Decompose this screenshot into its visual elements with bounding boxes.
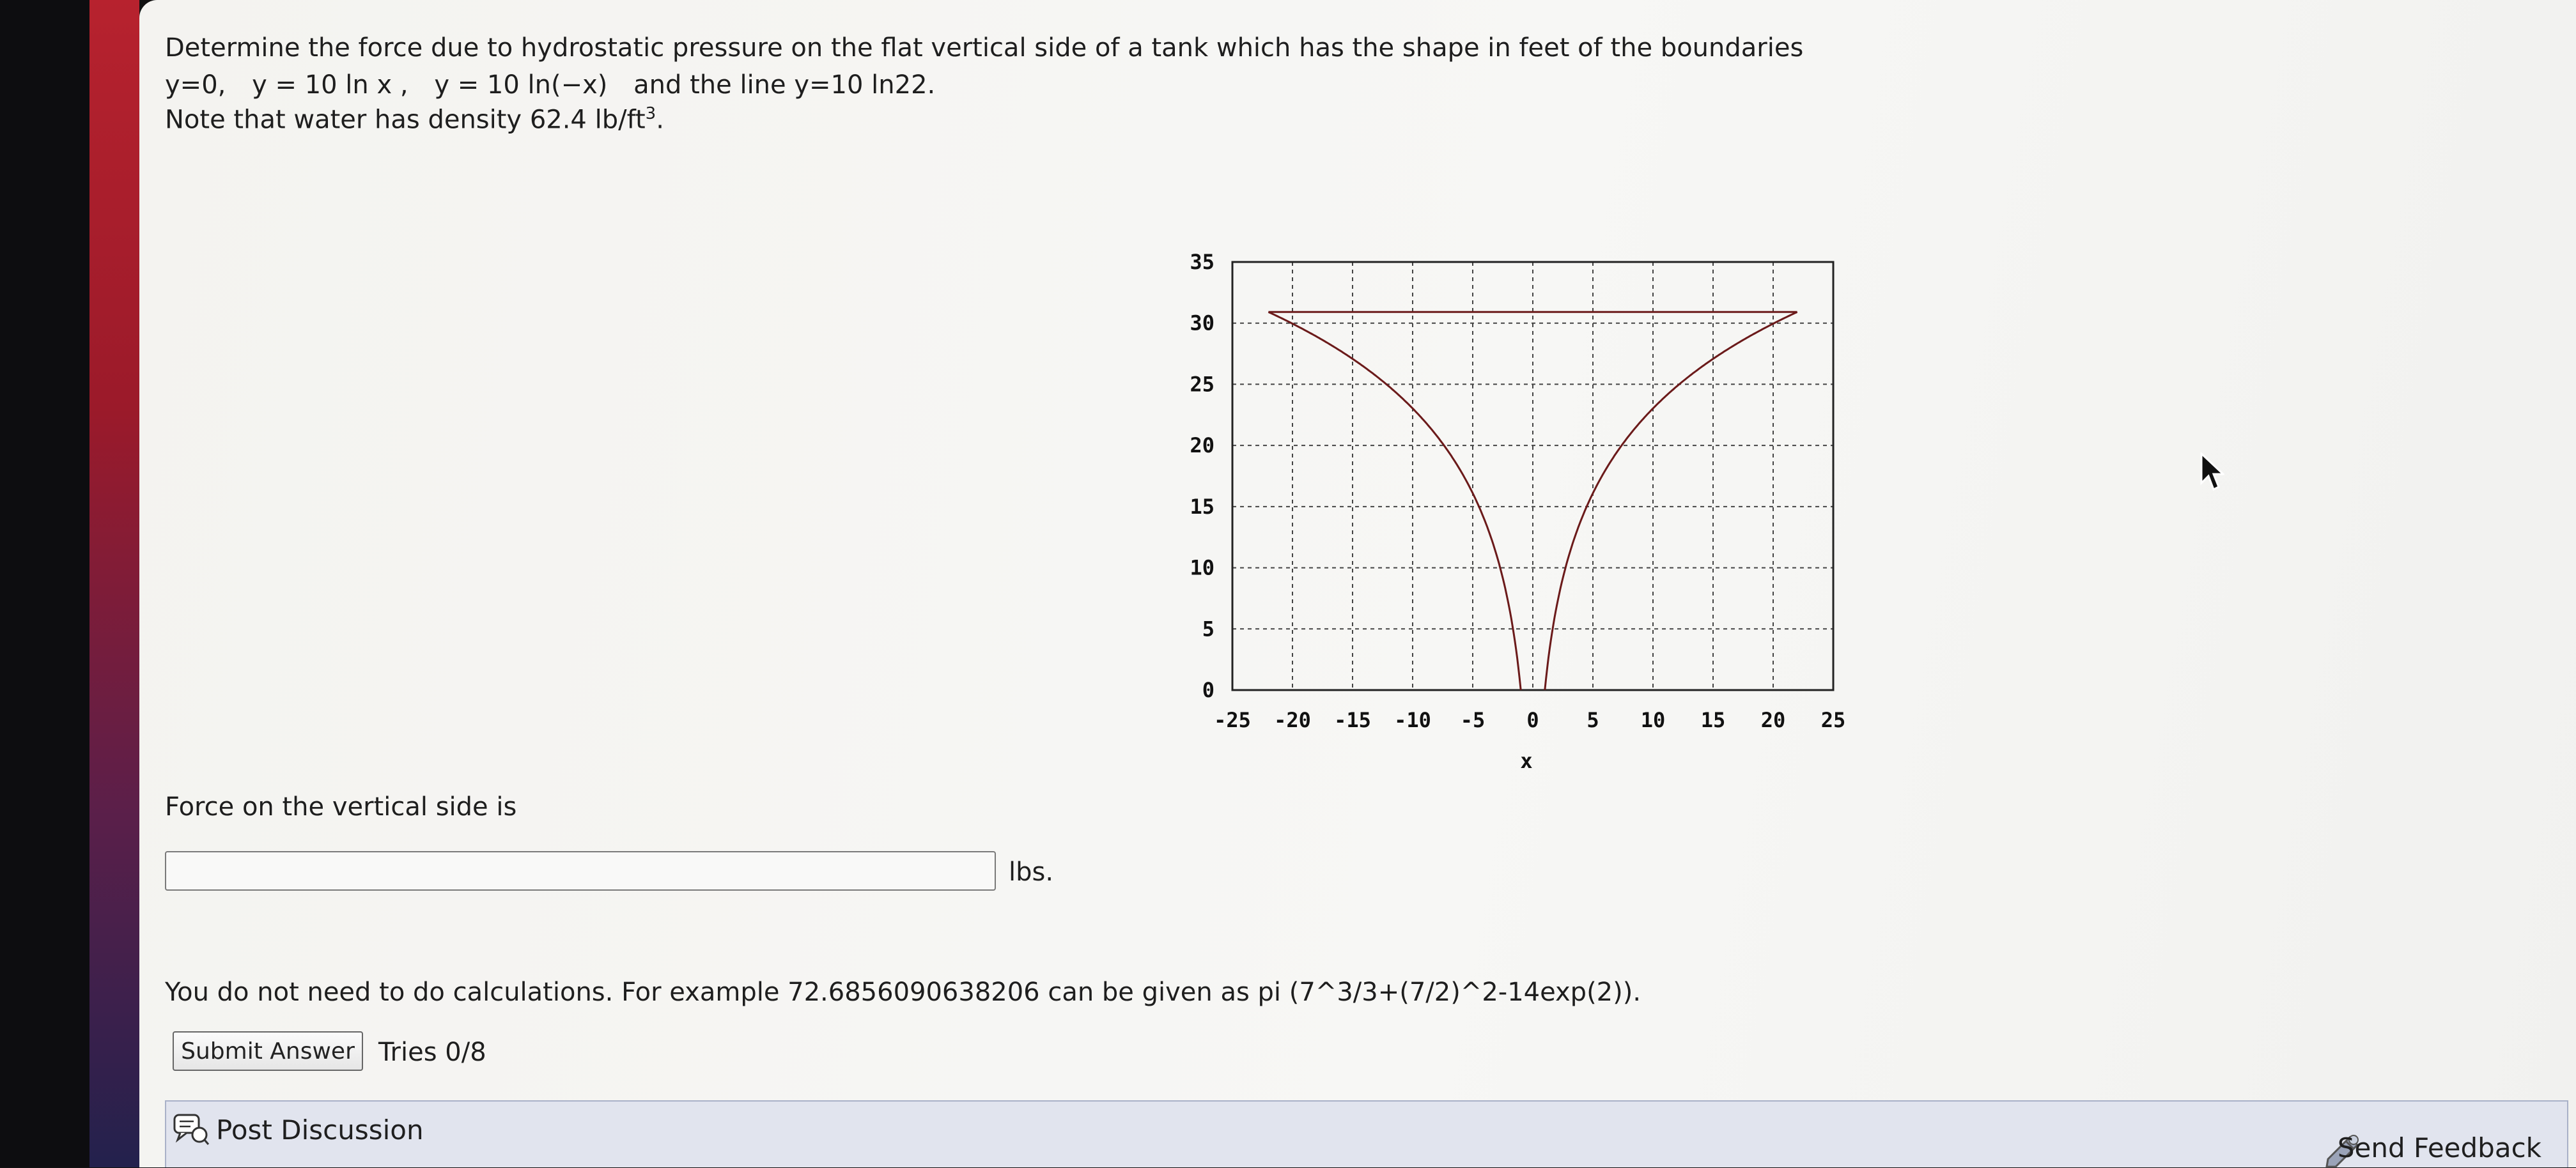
x-tick-label: 25 (1820, 708, 1846, 732)
mouse-cursor-icon (2199, 452, 2224, 492)
x-tick-label: -5 (1460, 708, 1486, 732)
x-tick-label: 5 (1587, 708, 1599, 732)
y-tick-label: 15 (1190, 494, 1214, 519)
tries-counter: Tries 0/8 (378, 1038, 486, 1067)
x-tick-label: -25 (1214, 708, 1251, 732)
post-discussion-link[interactable]: Post Discussion (216, 1114, 424, 1146)
density-period: . (656, 105, 664, 135)
x-tick-label: -10 (1394, 708, 1431, 732)
discussion-bar (165, 1100, 2568, 1167)
y-tick-label: 20 (1190, 433, 1214, 458)
y-tick-label: 10 (1190, 555, 1214, 580)
x-tick-label: 0 (1526, 708, 1539, 732)
chart-grid (1232, 262, 1833, 690)
curve-10-ln-x (1545, 312, 1797, 690)
answer-label: Force on the vertical side is (165, 792, 517, 822)
x-tick-label: -20 (1274, 708, 1311, 732)
y-tick-label: 35 (1190, 250, 1214, 274)
problem-statement: Determine the force due to hydrostatic pressure on the flat vertical side of a tank which has the shape in feet of the boundaries (165, 33, 1804, 63)
hint-text: You do not need to do calculations. For example 72.6856090638206 can be given as pi (7^3/3+(7/2)^2-14exp(2)). (165, 978, 1641, 1007)
x-tick-labels (1214, 708, 1845, 732)
density-note (165, 104, 664, 134)
x-tick-label: 20 (1760, 708, 1786, 732)
x-tick-label: 10 (1640, 708, 1666, 732)
window-edge-accent (89, 0, 139, 1167)
x-tick-label: -15 (1334, 708, 1371, 732)
unit-label: lbs. (1009, 857, 1054, 887)
screen-bezel (0, 0, 89, 1167)
tank-graph (1021, 230, 1929, 799)
y-tick-label: 25 (1190, 372, 1214, 397)
y-tick-label: 0 (1202, 678, 1214, 702)
curve-10-ln-neg-x (1268, 312, 1521, 690)
submit-answer-button[interactable]: Submit Answer (173, 1031, 363, 1071)
problem-page (139, 0, 2576, 1167)
boundary-ln-x: y = 10 ln x , (252, 70, 408, 100)
x-axis-label: x (1520, 749, 1533, 773)
boundary-y0: y=0, (165, 70, 226, 100)
density-text: Note that water has density 62.4 lb/ft (165, 105, 646, 135)
boundary-ln-neg-x: y = 10 ln(−x) (434, 70, 608, 100)
force-answer-input[interactable] (165, 851, 996, 891)
x-tick-label: 15 (1700, 708, 1726, 732)
boundary-top-line: and the line y=10 ln22. (633, 70, 936, 100)
y-tick-labels (1190, 250, 1214, 702)
discussion-icon[interactable] (173, 1113, 210, 1146)
problem-boundaries (165, 70, 953, 100)
y-tick-label: 5 (1202, 617, 1214, 642)
y-tick-label: 30 (1190, 311, 1214, 335)
send-feedback-link[interactable]: Send Feedback (2337, 1132, 2541, 1164)
density-exponent: 3 (645, 104, 656, 123)
